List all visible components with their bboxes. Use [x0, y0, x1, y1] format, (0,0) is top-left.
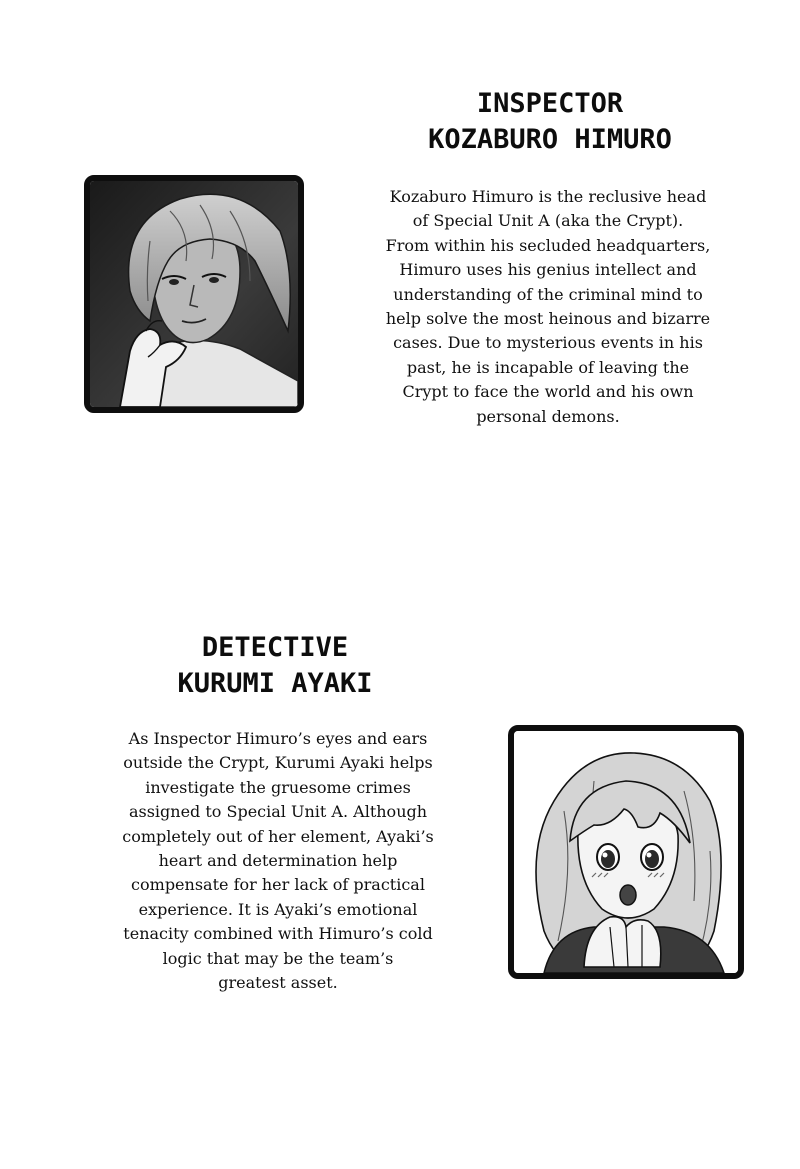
bio-line: help solve the most heinous and bizarre — [385, 309, 711, 329]
heading-line: DETECTIVE — [201, 632, 349, 663]
detective-portrait — [508, 725, 744, 979]
heading-line: INSPECTOR — [476, 88, 624, 119]
bio-line: Himuro uses his genius intellect and — [399, 260, 697, 280]
detective-bio — [78, 727, 478, 995]
bio-line: completely out of her element, Ayaki’s — [122, 826, 434, 846]
bio-line: greatest asset. — [218, 973, 338, 993]
inspector-name-heading — [400, 86, 700, 158]
inspector-portrait — [84, 175, 304, 413]
bio-line: Crypt to face the world and his own — [402, 382, 694, 402]
bio-line: Kozaburo Himuro is the reclusive head — [389, 187, 707, 206]
bio-line: of Special Unit A (aka the Crypt). — [412, 211, 684, 231]
heading-line: KOZABURO HIMURO — [428, 124, 672, 155]
detective-portrait-icon — [514, 731, 738, 973]
bio-line: personal demons. — [476, 406, 620, 426]
bio-line: As Inspector Himuro’s eyes and ears — [128, 729, 428, 748]
detective-name-heading — [140, 630, 410, 702]
bio-line: investigate the gruesome crimes — [145, 777, 411, 797]
bio-line: cases. Due to mysterious events in his — [393, 333, 703, 353]
inspector-portrait-icon — [90, 181, 298, 407]
bio-line: assigned to Special Unit A. Although — [128, 802, 428, 822]
bio-line: compensate for her lack of practical — [131, 875, 425, 895]
heading-line: KURUMI AYAKI — [177, 668, 373, 699]
bio-line: understanding of the criminal mind to — [393, 284, 703, 304]
bio-line: logic that may be the team’s — [162, 948, 394, 968]
inspector-bio — [348, 185, 748, 429]
bio-line: past, he is incapable of leaving the — [406, 357, 690, 377]
bio-line: tenacity combined with Himuro’s cold — [123, 924, 433, 944]
bio-line: experience. It is Ayaki’s emotional — [138, 899, 418, 919]
bio-line: outside the Crypt, Kurumi Ayaki helps — [123, 753, 433, 773]
bio-line: heart and determination help — [158, 851, 398, 871]
bio-line: From within his secluded headquarters, — [385, 235, 711, 255]
